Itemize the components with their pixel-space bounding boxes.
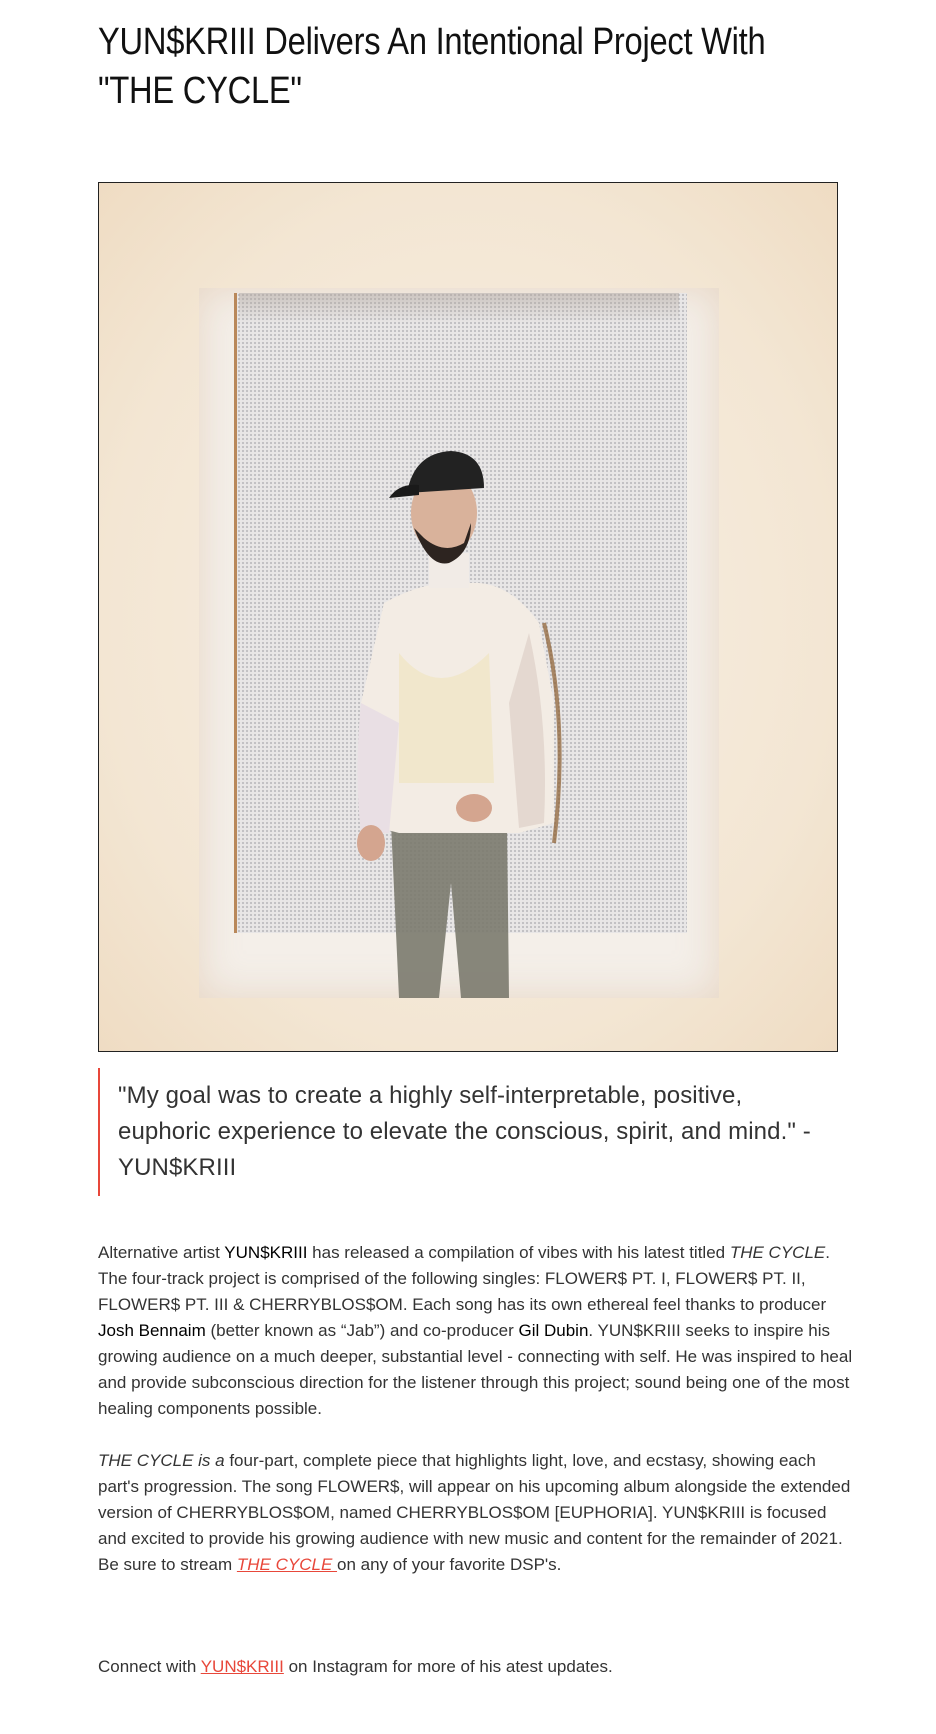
artist-name: YUN$KRIII [224,1243,308,1262]
paragraph-1 [98,1240,858,1422]
project-title: THE CYCLE [729,1243,826,1262]
instagram-link[interactable]: YUN$KRIII [200,1657,284,1676]
article-body [98,1240,858,1604]
connect-line [98,1654,613,1680]
p1-text-1: Alternative artist [98,1243,225,1262]
p1-text-3: . The four-track project is comprised of the following singles: FLOWER$ PT. I, FLOWER$ PT. II, FLOWER$ PT. III & CHERRYBLOS$OM. Each song has its own ethereal feel thanks to producer [98,1243,830,1314]
paragraph-2 [98,1448,858,1578]
article-photo [98,182,838,1052]
connect-text-2: on Instagram for more of his atest updates. [283,1657,613,1676]
p2-text-2: on any of your favorite DSP's. [337,1555,562,1574]
pull-quote-text: "My goal was to create a highly self-interpretable, positive, euphoric experience to elevate the conscious, spirit, and mind." - YUN$KRIII [118,1082,811,1181]
p2-italic-lead: THE CYCLE is a [98,1451,225,1470]
p1-text-2: has released a compilation of vibes with his latest titled [307,1243,730,1262]
connect-text-1: Connect with [98,1657,201,1676]
article [98,0,853,1676]
producer-name: Josh Bennaim [98,1321,206,1340]
stream-link[interactable]: THE CYCLE [236,1555,338,1574]
pull-quote [98,1068,838,1196]
artist-figure [99,183,838,1052]
p2-text-1: four-part, complete piece that highlights light, love, and ecstasy, showing each part's progression. The song FLOWER$, will appear on his upcoming album alongside the extended version of CHERRYBLOS$OM, named CHERRYBLOS$OM [EUPHORIA]. YUN$KRIII is focused and excited to provide his growing audience with new music and content for the remainder of 2021. Be sure to stream [98,1451,851,1574]
p1-text-5: . YUN$KRIII seeks to inspire his growing audience on a much deeper, substantial level - connecting with self. He was inspired to heal and provide subconscious direction for the listener through this project; sound being one of the most healing components possible. [98,1321,853,1418]
article-title: YUN$KRIII Delivers An Intentional Project With "THE CYCLE" [98,21,766,112]
coproducer-name: Gil Dubin [518,1321,589,1340]
p1-text-4: (better known as “Jab”) and co-producer [205,1321,519,1340]
